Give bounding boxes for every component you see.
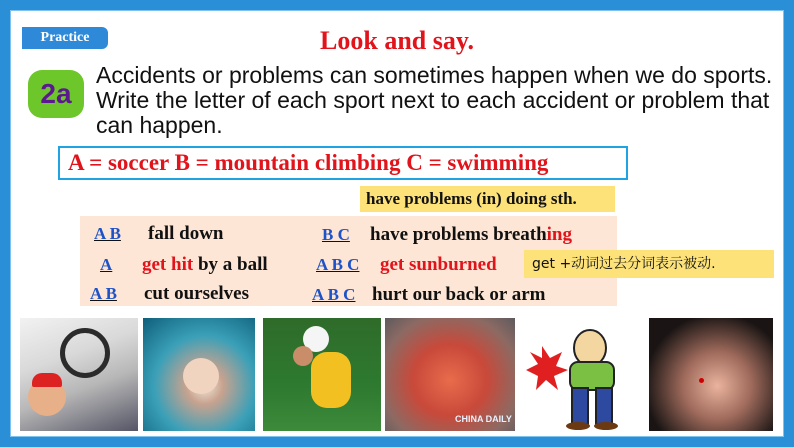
back-pain-cartoon <box>520 318 643 431</box>
cycling-fall-photo <box>20 318 138 431</box>
list-item <box>86 254 268 276</box>
exercise-instructions: Accidents or problems can sometimes happen when we do sports. Write the letter of each sport next to each accident or problem that can happen. <box>96 62 773 138</box>
slide-frame-right <box>784 0 794 447</box>
slide-frame-bottom <box>0 437 794 447</box>
passive-note: get +动词过去分词表示被动. <box>524 250 774 278</box>
item-highlight: get hit <box>142 254 194 275</box>
slide-frame-left <box>0 0 10 447</box>
item-highlight: ing <box>546 224 572 245</box>
list-item <box>314 224 572 246</box>
item-text: fall down <box>148 223 224 244</box>
answer-blank: A B <box>94 224 121 243</box>
sunburned-back-photo <box>385 318 515 431</box>
answer-blank: B C <box>322 225 350 244</box>
answer-blank: A B C <box>312 285 356 304</box>
slide-title: Look and say. <box>320 26 474 55</box>
photo-watermark: CHINA DAILY <box>455 414 512 424</box>
section-tab: Practice <box>22 27 108 49</box>
cut-finger-photo <box>649 318 773 431</box>
answer-blank: A B <box>90 284 117 303</box>
item-suffix: by a ball <box>193 254 268 275</box>
item-highlight: get sunburned <box>380 254 497 275</box>
list-item <box>86 223 224 245</box>
item-text: have problems breath <box>370 224 547 245</box>
answer-blank: A B C <box>316 255 360 274</box>
goalkeeper-photo <box>263 318 381 431</box>
item-text: hurt our back or arm <box>372 284 546 305</box>
sport-key-box: A = soccer B = mountain climbing C = swimming <box>58 146 628 180</box>
list-item <box>310 284 545 306</box>
phrase-note: have problems (in) doing sth. <box>360 186 615 212</box>
item-text: cut ourselves <box>144 283 250 304</box>
exercise-number-badge: 2a <box>28 70 84 118</box>
list-item <box>314 254 497 276</box>
swimming-underwater-photo <box>143 318 255 431</box>
slide-frame-top <box>0 0 794 10</box>
answer-blank: A <box>100 255 113 274</box>
list-item <box>86 283 249 305</box>
